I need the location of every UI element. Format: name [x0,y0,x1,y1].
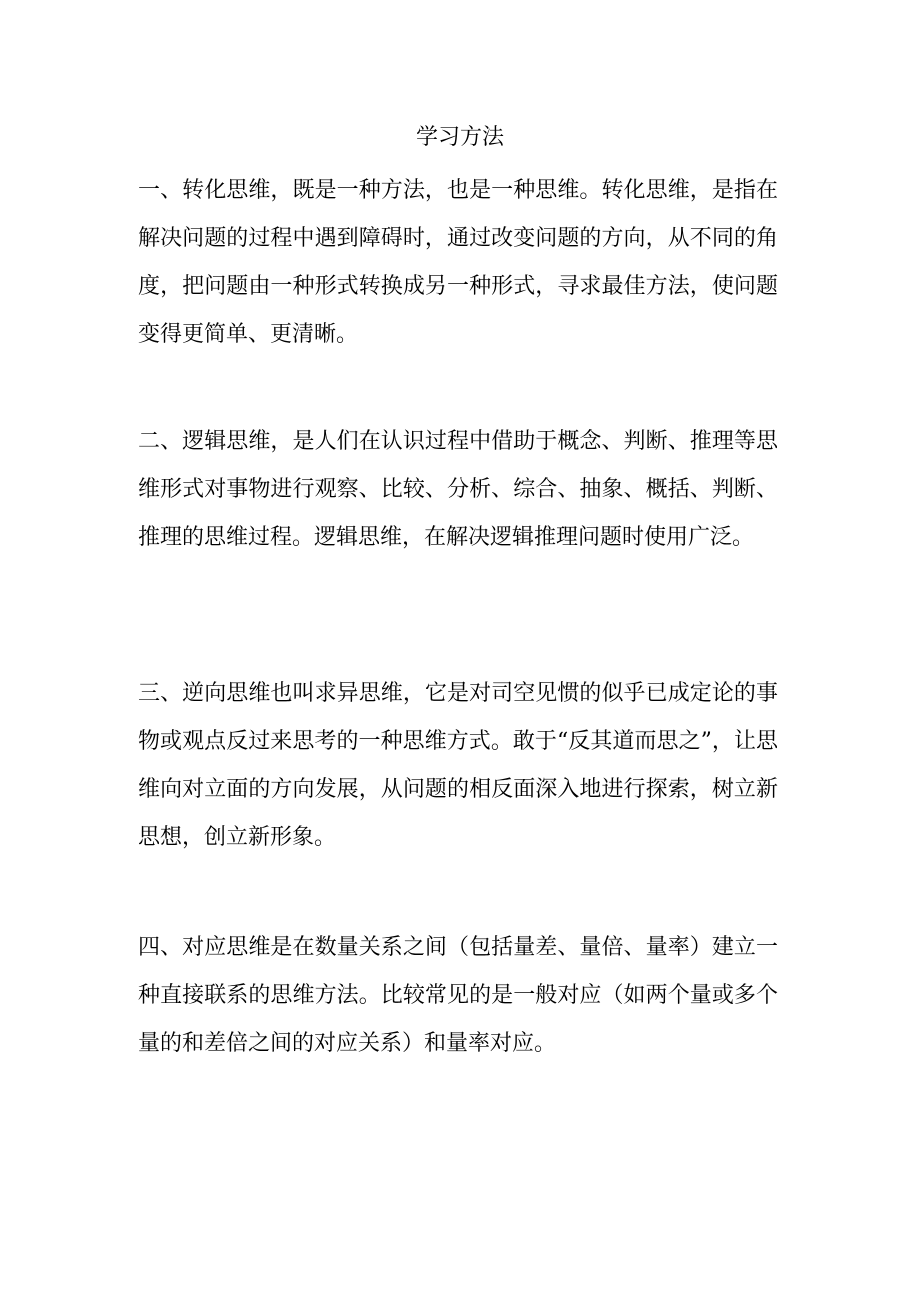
paragraph-correspondence-thinking: 四、对应思维是在数量关系之间（包括量差、量倍、量率）建立一种直接联系的思维方法。比较常见的是一般对应（如两个量或多个量的和差倍之间的对应关系）和量率对应。 [138,935,778,1056]
document-title: 学习方法 [415,125,504,150]
paragraph-reverse-thinking: 三、逆向思维也叫求异思维，它是对司空见惯的似乎已成定论的事物或观点反过来思考的一种思维方式。敢于“反其道而思之”，让思维向对立面的方向发展，从问题的相反面深入地进行探索，树立新思想，创立新形象。 [138,681,778,850]
paragraph-logical-thinking: 二、逻辑思维，是人们在认识过程中借助于概念、判断、推理等思维形式对事物进行观察、比较、分析、综合、抽象、概括、判断、推理的思维过程。逻辑思维，在解决逻辑推理问题时使用广泛。 [138,429,778,550]
paragraph-transformation-thinking: 一、转化思维，既是一种方法，也是一种思维。转化思维，是指在解决问题的过程中遇到障碍时，通过改变问题的方向，从不同的角度，把问题由一种形式转换成另一种形式，寻求最佳方法，使问题变得更简单、更清晰。 [138,178,778,347]
